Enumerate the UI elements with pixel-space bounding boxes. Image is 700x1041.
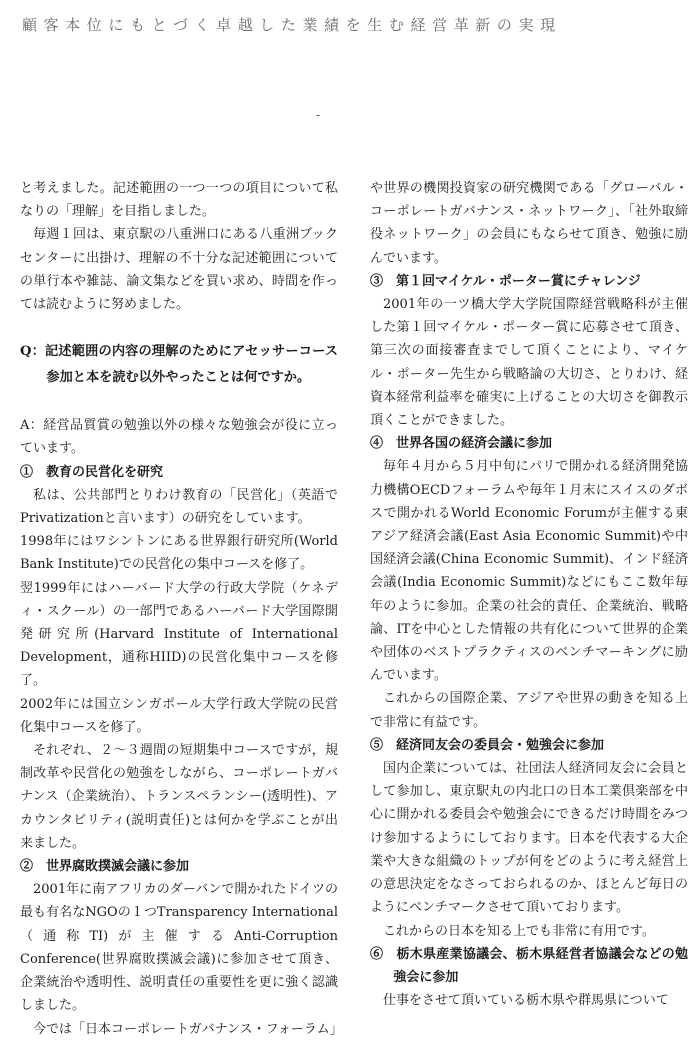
section-heading-1: ① 教育の民営化を研究 <box>20 464 164 480</box>
right-column <box>370 177 688 1012</box>
paragraph: 2001年の一ツ橋大学大学院国際経営戦略科が主催した第１回マイケル・ポーター賞に応募させて頂き、第三次の面接審査までして頂くことにより、マイケル・ポーター先生から戦略論の大切さ、とりわけ、経資本経常利益率を確実に上げることの大切さを御教示頂くことができました。 <box>370 297 688 429</box>
running-header: 顧客本位にもとづく卓越した業績を生む経営革新の実現 <box>22 16 562 34</box>
paragraph: これからの国際企業、アジアや世界の動きを知る上で非常に有益です。 <box>370 691 688 730</box>
center-mark: - <box>316 108 321 122</box>
paragraph: 翌1999年にはハーバード大学の行政大学院（ケネディ・スクール）の一部門であるハーバード大学国際開発研究所(Harvard Institute of International Development，通称HIID)の民営化集中コースを修了。 <box>20 580 338 689</box>
paragraph: 国内企業については、社団法人経済同友会に会員として参加し、東京駅丸の内北口の日本工業倶楽部を中心に開かれる委員会や勉強会にできるだけ時間をみつけ参加するようにしております。日本を代表する大企業や大きな組織のトップが何をどのように考え経営上の意思決定をなさっておられるのか、ほとんど毎日のようにベンチマークさせて頂いております。 <box>370 761 688 916</box>
paragraph: 毎年４月から５月中旬にパリで開かれる経済開発協力機構OECDフォーラムや毎年１月末にスイスのダボスで開かれるWorld Economic Forumが主催する東アジア経済会議(East Asia Economic Summit)や中国経済会議(China Economic Summit)、インド経済会議(India Economic Summit)などにもここ数年毎年のように参加。企業の社会的責任、企業統治、戦略論、ITを中心とした情報の共有化について世界的企業や団体のベストプラクティスのベンチマーキングに励んでいます。 <box>370 459 688 684</box>
paragraph: 2001年に南アフリカのダーバンで開かれたドイツの最も有名なNGOの１つTransparency International（通称TI)が主催するAnti-Corruption Conference(世界腐敗撲滅会議)に参加させて頂き、企業統治や透明性、説明責任の重要性を更に強く認識しました。 <box>20 882 338 1014</box>
paragraph: これからの日本を知る上でも非常に有用です。 <box>383 923 655 939</box>
section-heading-3: ③ 第１回マイケル・ポーター賞にチャレンジ <box>370 273 641 289</box>
paragraph: 今では「日本コーポレートガバナンス・フォーラム」 <box>33 1021 343 1037</box>
paragraph: や世界の機関投資家の研究機関である「グローバル・コーポレートガバナンス・ネットワーク」、「社外取締役ネットワーク」の会員にもならせて頂き、勉強に励んでいます。 <box>370 181 688 266</box>
paragraph: それぞれ、２～３週間の短期集中コースですが，規制改革や民営化の勉強をしながら、コーポレートガバナンス（企業統治）、トランスペランシー(透明性)、アカウンタビリティ(説明責任)とは何かを学ぶことが出来ました。 <box>20 743 338 851</box>
question-heading: Q：記述範囲の内容の理解のためにアセッサーコース参加と本を読む以外やったことは何ですか。 <box>20 344 338 386</box>
paragraph: 仕事をさせて頂いている栃木県や群馬県について <box>383 993 669 1009</box>
paragraph: と考えました。記述範囲の一つ一つの項目について私なりの「理解」を目指しました。 <box>20 181 338 220</box>
answer-paragraph: A：経営品質賞の勉強以外の様々な勉強会が役に立っています。 <box>20 418 338 457</box>
paragraph: 2002年には国立シンガポール大学行政大学院の民営化集中コースを修了。 <box>20 696 338 735</box>
paragraph: 毎週１回は、東京駅の八重洲口にある八重洲ブックセンターに出掛け、理解の不十分な記述範囲についての単行本や雑誌、論文集などを買い求め、時間を作っては読むように努めました。 <box>20 227 338 313</box>
paragraph: 1998年にはワシントンにある世界銀行研究所(World Bank Institute)での民営化の集中コースを修了。 <box>20 534 338 573</box>
section-heading-4: ④ 世界各国の経済会議に参加 <box>370 436 553 452</box>
paragraph: 私は、公共部門とりわけ教育の「民営化」（英語でPrivatizationと言います）の研究をしています。 <box>20 487 338 527</box>
section-heading-2: ② 世界腐敗撲滅会議に参加 <box>20 859 190 875</box>
left-column <box>20 177 343 1041</box>
section-heading-5: ⑤ 経済同友会の委員会・勉強会に参加 <box>370 737 605 753</box>
section-heading-6: ⑥ 栃木県産業協議会、栃木県経営者協議会などの勉強会に参加 <box>370 946 688 985</box>
